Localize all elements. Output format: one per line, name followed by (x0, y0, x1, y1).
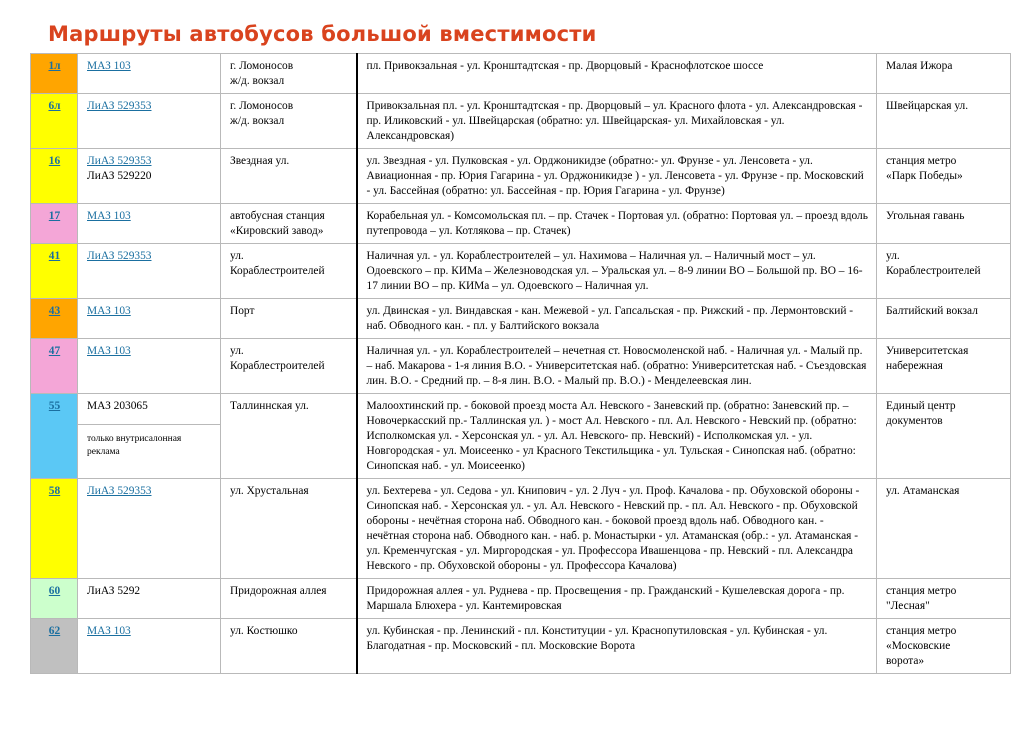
end-point-cell (877, 94, 1011, 149)
route-row (31, 244, 1011, 299)
route-number-link[interactable]: 55 (48, 400, 61, 412)
route-path-cell: Придорожная аллея - ул. Руднева - пр. Просвещения - пр. Гражданский - Кушелевская дорога - пр. Маршала Блюхера - ул. Кантемировская (357, 579, 877, 619)
route-path-cell: ул. Бехтерева - ул. Седова - ул. Книпович - ул. 2 Луч - ул. Проф. Качалова - пр. Обуховской обороны - Синопская наб. - Херсонская ул. - ул. Ал. Невского - Невский пр. - пл. Ал. Невского - пр. Обуховской обороны - нечётная сторона наб. Обводного кан. - боковой проезд вдоль наб. Обводного кан. - нечётная сторона наб. Обводного кан. - наб. р. Монастырки - ул. Атаманская (обр.: - ул. Атаманская - ул. Кременчугская - ул. Миргородская - ул. Профессора Ивашенцова - пр. Невский - пл. Александра Невского - пр. Обуховской обороны - ул. Профессора Качалова) (357, 479, 877, 579)
bus-model-link[interactable]: МАЗ 103 (87, 60, 131, 72)
bus-model-link[interactable]: МАЗ 103 (87, 210, 131, 222)
end-point-detail: ворота» (886, 655, 925, 667)
bus-model: МАЗ 203065 (87, 400, 148, 412)
end-point: Балтийский вокзал (886, 305, 978, 317)
route-number-link[interactable]: 60 (48, 585, 61, 597)
route-number-link[interactable]: 43 (48, 305, 61, 317)
start-point: ул. Хрустальная (230, 485, 309, 497)
bus-model-cell (78, 394, 221, 479)
route-number-cell (31, 479, 78, 579)
route-row (31, 54, 1011, 94)
start-point: г. Ломоносов (230, 100, 294, 112)
start-point-detail: ж/д. вокзал (230, 115, 285, 127)
start-point: автобусная станция (230, 210, 325, 222)
start-point: Таллиннская ул. (230, 400, 309, 412)
route-path-cell: Корабельная ул. - Комсомольская пл. – пр. Стачек - Портовая ул. (обратно: Портовая ул. – проезд вдоль путепровода – ул. Котлякова – пр. Стачек) (357, 204, 877, 244)
bus-model-cell (78, 94, 221, 149)
end-point-cell (877, 54, 1011, 94)
bus-model-cell (78, 299, 221, 339)
route-row (31, 149, 1011, 204)
route-number-cell (31, 94, 78, 149)
start-point: Придорожная аллея (230, 585, 327, 597)
route-path-cell: пл. Привокзальная - ул. Кронштадтская - пр. Дворцовый - Краснофлотское шоссе (357, 54, 877, 94)
route-number-cell (31, 299, 78, 339)
start-point-cell (221, 54, 357, 94)
end-point-detail: Кораблестроителей (886, 265, 981, 277)
route-number-link[interactable]: 58 (48, 485, 61, 497)
end-point-cell (877, 244, 1011, 299)
end-point: Угольная гавань (886, 210, 965, 222)
start-point: г. Ломоносов (230, 60, 294, 72)
page-title: Маршруты автобусов большой вместимости (48, 22, 597, 46)
end-point-cell (877, 149, 1011, 204)
bus-model-link[interactable]: ЛиАЗ 529353 (87, 485, 152, 497)
bus-model-cell (78, 204, 221, 244)
start-point: ул. (230, 250, 244, 262)
route-number-link[interactable]: 1л (48, 60, 61, 72)
end-point-detail: «Парк Победы» (886, 170, 963, 182)
route-number-cell (31, 244, 78, 299)
end-point-cell (877, 339, 1011, 394)
start-point-cell (221, 299, 357, 339)
route-number-cell (31, 54, 78, 94)
start-point: ул. (230, 345, 244, 357)
start-point-detail: Кораблестроителей (230, 360, 325, 372)
route-row (31, 579, 1011, 619)
route-number-cell (31, 579, 78, 619)
bus-model-link[interactable]: ЛиАЗ 529353 (87, 100, 152, 112)
route-row (31, 619, 1011, 674)
end-point-cell (877, 479, 1011, 579)
route-path-cell: ул. Двинская - ул. Виндавская - кан. Межевой - ул. Гапсальская - пр. Рижский - пр. Лермонтовский - наб. Обводного кан. - пл. у Балтийского вокзала (357, 299, 877, 339)
end-point: Малая Ижора (886, 60, 953, 72)
end-point: ул. Атаманская (886, 485, 960, 497)
end-point-detail: «Московские (886, 640, 951, 652)
start-point-cell (221, 244, 357, 299)
route-path-cell: Наличная ул. - ул. Кораблестроителей – нечетная ст. Новосмоленской наб. - Наличная ул. - Малый пр. – наб. Макарова - 1-я линия В.О. - Университетская наб. (обратно: Университетская наб. - Съездовская лин. В.О. - Средний пр. – 8-я лин. В.О. - Малый пр. В.О.) - Менделеевская лин. (357, 339, 877, 394)
start-point-cell (221, 94, 357, 149)
routes-table (30, 53, 1011, 674)
route-number-link[interactable]: 17 (48, 210, 61, 222)
route-number-cell (31, 149, 78, 204)
route-row (31, 394, 1011, 479)
route-number-cell (31, 204, 78, 244)
end-point: станция метро (886, 155, 957, 167)
end-point: Швейцарская ул. (886, 100, 969, 112)
route-path-cell: ул. Кубинская - пр. Ленинский - пл. Конституции - ул. Краснопутиловская - ул. Кубинская - ул. Благодатная - пр. Московский - пл. Московские Ворота (357, 619, 877, 674)
end-point-cell (877, 579, 1011, 619)
bus-model: ЛиАЗ 5292 (87, 585, 141, 597)
route-number-link[interactable]: 62 (48, 625, 61, 637)
bus-model-link[interactable]: МАЗ 103 (87, 345, 131, 357)
bus-model-cell (78, 339, 221, 394)
end-point-cell (877, 299, 1011, 339)
start-point-detail: Кораблестроителей (230, 265, 325, 277)
bus-model-cell (78, 579, 221, 619)
start-point: Порт (230, 305, 255, 317)
bus-model-link[interactable]: ЛиАЗ 529353 (87, 250, 152, 262)
bus-model-cell (78, 149, 221, 204)
route-row (31, 339, 1011, 394)
end-point-detail: документов (886, 415, 943, 427)
route-row (31, 479, 1011, 579)
bus-model-cell (78, 619, 221, 674)
start-point-cell (221, 339, 357, 394)
end-point: ул. (886, 250, 900, 262)
route-number-link[interactable]: 16 (48, 155, 61, 167)
bus-model-cell (78, 54, 221, 94)
bus-note: только внутрисалонная реклама (78, 424, 220, 459)
start-point-cell (221, 619, 357, 674)
start-point-cell (221, 394, 357, 479)
bus-model-cell (78, 479, 221, 579)
route-path-cell: Привокзальная пл. - ул. Кронштадтская - пр. Дворцовый – ул. Красного флота - ул. Александровская - пр. Иликовский - ул. Швейцарская (обратно: ул. Швейцарская- ул. Михайловская - ул. Александровская) (357, 94, 877, 149)
end-point: Университетская (886, 345, 969, 357)
end-point: Единый центр (886, 400, 956, 412)
route-number-cell (31, 394, 78, 479)
end-point: станция метро (886, 625, 957, 637)
route-path-cell: Малоохтинский пр. - боковой проезд моста Ал. Невского - Заневский пр. (обратно: Заневский пр. – Новочеркасский пр.- Таллинская ул. ) - мост Ал. Невского - пл. Ал. Невского - Невский пр. (обратно: Исполкомская ул. - Херсонская ул. - ул. Ал. Невского- пр. Невский) - Исполкомская ул. - ул. Новгородская - ул. Моисеенко - ул Красного Текстильщика - ул. Тульская - Синопская наб. (обратно: Синопская наб. - ул. Моисеенко) (357, 394, 877, 479)
route-number-link[interactable]: 41 (48, 250, 61, 262)
bus-model-secondary: ЛиАЗ 529220 (87, 170, 152, 182)
end-point-cell (877, 204, 1011, 244)
start-point-cell (221, 204, 357, 244)
end-point-cell (877, 619, 1011, 674)
start-point-detail: ж/д. вокзал (230, 75, 285, 87)
bus-model-link[interactable]: МАЗ 103 (87, 305, 131, 317)
route-number-link[interactable]: 6л (48, 100, 61, 112)
start-point: ул. Костюшко (230, 625, 298, 637)
bus-model-cell (78, 244, 221, 299)
bus-model-link[interactable]: ЛиАЗ 529353 (87, 155, 152, 167)
end-point-cell (877, 394, 1011, 479)
bus-model-link[interactable]: МАЗ 103 (87, 625, 131, 637)
route-path-cell: Наличная ул. - ул. Кораблестроителей – ул. Нахимова – Наличная ул. – Наличный мост – ул. Одоевского – пр. КИМа – Железноводская ул. – Уральская ул. – 8-9 линии ВО – Большой пр. ВО – 16-17 линии ВО – пр. КИМа – ул. Одоевского – Наличная ул. (357, 244, 877, 299)
route-row (31, 299, 1011, 339)
start-point-cell (221, 479, 357, 579)
start-point-detail: «Кировский завод» (230, 225, 324, 237)
end-point-detail: набережная (886, 360, 943, 372)
start-point-cell (221, 579, 357, 619)
route-path-cell: ул. Звездная - ул. Пулковская - ул. Орджоникидзе (обратно:- ул. Фрунзе - ул. Ленсовета - ул. Авиационная - пр. Юрия Гагарина - ул. Орджоникидзе ) - ул. Ленсовета - ул. Фрунзе - пр. Московский - ул. Бассейная (обратно: ул. Бассейная - пр. Юрия Гагарина - ул. Фрунзе) (357, 149, 877, 204)
start-point-cell (221, 149, 357, 204)
route-number-link[interactable]: 47 (48, 345, 61, 357)
route-row (31, 204, 1011, 244)
route-number-cell (31, 619, 78, 674)
route-number-cell (31, 339, 78, 394)
route-row (31, 94, 1011, 149)
end-point-detail: "Лесная" (886, 600, 930, 612)
start-point: Звездная ул. (230, 155, 290, 167)
end-point: станция метро (886, 585, 957, 597)
